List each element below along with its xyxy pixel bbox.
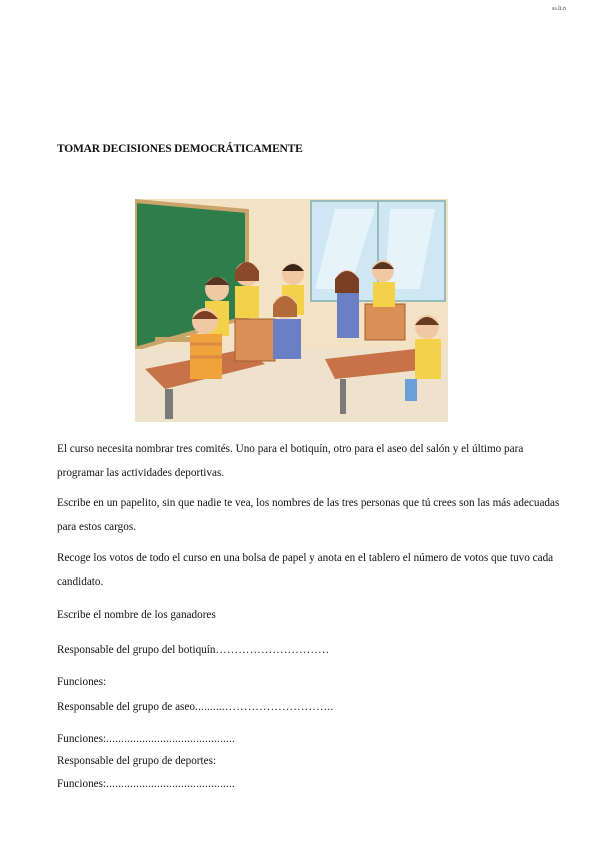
deportes-label: Responsable del grupo de deportes: (57, 755, 217, 767)
funciones-1-label: Funciones: (57, 676, 107, 688)
botiquin-field (57, 642, 329, 658)
funciones-3-label: Funciones: (57, 778, 107, 790)
funciones-3-blank: ........................................... (106, 778, 235, 790)
instruction-paragraph-1: Escribe en un papelito, sin que nadie te vea, los nombres de las tres personas que tú crees son las más adecuadas para estos cargos. (57, 497, 560, 533)
botiquin-label: Responsable del grupo del botiquín (57, 644, 216, 656)
funciones-2-field (57, 731, 235, 747)
classroom-voting-illustration (135, 199, 448, 422)
intro-paragraph: El curso necesita nombrar tres comités. Uno para el botiquín, otro para el aseo del salón y el último para programar las actividades deportivas. (57, 443, 524, 479)
winners-heading: Escribe el nombre de los ganadores (57, 609, 216, 621)
deportes-field (57, 753, 216, 769)
aseo-label: Responsable del grupo de aseo (57, 701, 195, 713)
page-title: TOMAR DECISIONES DEMOCRÁTICAMENTE (57, 143, 303, 155)
funciones-2-blank: ........................................... (106, 733, 235, 745)
botiquin-blank: ………………………… (215, 644, 330, 656)
aseo-field (57, 699, 333, 715)
aseo-blank: ..........……………………….. (194, 701, 334, 713)
funciones-2-label: Funciones: (57, 733, 107, 745)
page-id: ss.lt.n (551, 6, 566, 12)
instruction-paragraph-2: Recoge los votos de todo el curso en una bolsa de papel y anota en el tablero el número de votos que tuvo cada candidato. (57, 552, 554, 588)
funciones-3-field (57, 776, 235, 792)
funciones-1-field (57, 674, 106, 690)
